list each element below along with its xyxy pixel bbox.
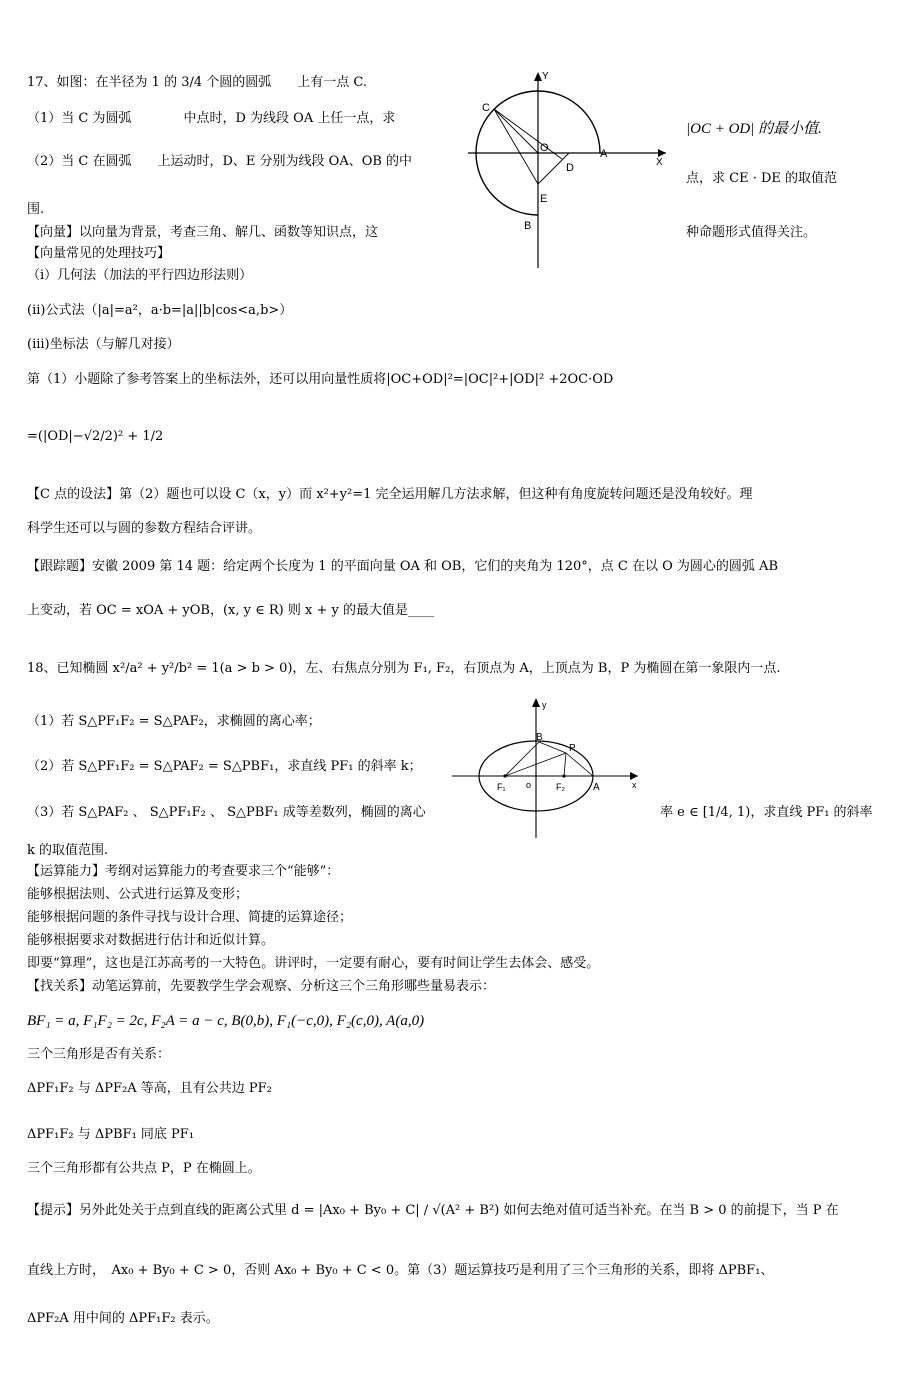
q18-label-a: A — [593, 782, 600, 793]
q17-part1-right: |OC + OD| 的最小值. — [686, 121, 822, 137]
q17-part2-right: 点，求 CE · DE 的取值范 — [686, 171, 838, 186]
q17-part2-left: （2）当 C 在圆弧 上运动时，D、E 分别为线段 OA、OB 的中 — [27, 154, 413, 169]
tip-coordinate: (iii)坐标法（与解几对接） — [27, 337, 180, 352]
vector-note-left: 【向量】以向量为背景，考查三角、解几、函数等知识点，这 — [27, 225, 379, 240]
q18-point-f1 — [503, 774, 506, 777]
tip-formula: (ii)公式法（|a|=a²，a·b=|a||b|cos<a,b>） — [27, 303, 293, 318]
q17-segment-cd — [494, 109, 562, 159]
q17-x-arrow-icon — [658, 149, 666, 157]
q17-title: 17、如图：在半径为 1 的 3/4 个圆的圆弧 上有一点 C. — [27, 75, 368, 90]
q18-label-p: P — [569, 743, 576, 754]
q17-y-arrow-icon — [534, 72, 542, 81]
q18-title: 18、已知椭圆 x²/a² + y²/b² = 1(a > b > 0)，左、右焦点分别为 F₁, F₂，右顶点为 A，上顶点为 B，P 为椭圆在第一象限内一点. — [27, 661, 781, 676]
hint-line-1: 【提示】另外此处关于点到直线的距离公式里 d = |Ax₀ + By₀ + C| / √(A² + B²) 如何去绝对值可适当补充。在当 B > 0 的前提下，当 P 在 — [27, 1203, 839, 1218]
c-point-method-cont: 科学生还可以与圆的参数方程结合评讲。 — [27, 521, 262, 536]
q17-label-x: X — [656, 157, 663, 168]
q18-label-b: B — [536, 732, 543, 743]
hint-line-3: ΔPF₂A 用中间的 ΔPF₁F₂ 表示。 — [27, 1311, 219, 1326]
q17-label-d: D — [566, 162, 574, 174]
ability-item-3: 能够根据要求对数据进行估计和近似计算。 — [27, 933, 275, 948]
relation-title: 【找关系】动笔运算前，先要教学生学会观察、分析这三个三角形哪些量易表示： — [27, 979, 496, 994]
q18-label-f2: F₂ — [556, 782, 565, 792]
relation-formula: BF₁ = a, F₁F₂ = 2c, F₂A = a − c, B(0,b), F₁(−c,0), F₂(c,0), A(a,0) — [27, 1013, 425, 1029]
q18-part3-left: （3）若 S△PAF₂ 、 S△PF₁F₂ 、 S△PBF₁ 成等差数列，椭圆的离心 — [27, 805, 426, 820]
q18-part2: （2）若 S△PF₁F₂ = S△PAF₂ = S△PBF₁，求直线 PF₁ 的斜率 k； — [27, 759, 422, 774]
hint-line-2: 直线上方时， Ax₀ + By₀ + C > 0，否则 Ax₀ + By₀ + C < 0。第（3）题运算技巧是利用了三个三角形的关系，即将 ΔPBF₁、 — [27, 1263, 774, 1278]
q17-label-o: O — [540, 142, 549, 154]
q18-x-arrow-icon — [630, 772, 638, 780]
q18-label-y: y — [542, 700, 547, 710]
q18-point-f2 — [562, 774, 565, 777]
relation-question: 三个三角形是否有关系： — [27, 1047, 171, 1062]
follow-up-question-cont: 上变动，若 OC = xOA + yOB，(x, y ∈ R) 则 x + y 的最大值是____ — [27, 603, 434, 618]
q17-part1-left: （1）当 C 为圆弧 中点时，D 为线段 OA 上任一点，求 — [27, 111, 396, 126]
q18-ellipse-figure — [452, 696, 652, 840]
q17-circle-figure — [462, 68, 672, 270]
q18-segment-pa — [566, 753, 593, 776]
q18-label-x: x — [632, 780, 637, 790]
q18-label-f1: F₁ — [497, 782, 506, 792]
q17-label-a: A — [600, 148, 608, 160]
remark-vector-result: =(|OD|−√2/2)² + 1/2 — [27, 429, 164, 444]
remark-vector-method: 第（1）小题除了参考答案上的坐标法外，还可以用向量性质将|OC+OD|²=|OC|²+|OD|² +2OC·OD — [27, 372, 614, 387]
relation-item-3: 三个三角形都有公共点 P，P 在椭圆上。 — [27, 1161, 261, 1176]
c-point-method: 【C 点的设法】第（2）题也可以设 C（x，y）而 x²+y²=1 完全运用解几方法求解，但这种有角度旋转问题还是没角较好。理 — [27, 487, 753, 502]
q17-label-y: Y — [542, 71, 549, 82]
q18-segment-f1b — [505, 742, 539, 776]
q17-label-b: B — [524, 220, 532, 232]
tip-geometric: （i）几何法（加法的平行四边形法则） — [27, 268, 253, 283]
q17-segment-de — [538, 153, 569, 184]
tips-title: 【向量常见的处理技巧】 — [27, 246, 171, 261]
q18-part3-end: k 的取值范围. — [27, 843, 109, 858]
q18-label-o: o — [526, 780, 532, 790]
relation-item-2: ΔPF₁F₂ 与 ΔPBF₁ 同底 PF₁ — [27, 1127, 195, 1142]
q18-y-arrow-icon — [532, 698, 540, 707]
ability-item-1: 能够根据法则、公式进行运算及变形； — [27, 887, 249, 902]
relation-item-1: ΔPF₁F₂ 与 ΔPF₂A 等高，且有公共边 PF₂ — [27, 1081, 272, 1096]
ability-item-4: 即要“算理”，这也是江苏高考的一大特色。讲评时，一定要有耐心，要有时间让学生去体会、感受。 — [27, 956, 600, 971]
q18-part1: （1）若 S△PF₁F₂ = S△PAF₂，求椭圆的离心率； — [27, 714, 321, 729]
ability-title: 【运算能力】考纲对运算能力的考查要求三个“能够”： — [27, 864, 340, 879]
q17-label-c: C — [482, 102, 490, 114]
q18-segment-bp — [539, 742, 566, 753]
q17-label-e: E — [540, 193, 548, 205]
q18-segment-f2p — [564, 753, 566, 776]
follow-up-question: 【跟踪题】安徽 2009 第 14 题：给定两个长度为 1 的平面向量 OA 和 OB，它们的夹角为 120°，点 C 在以 O 为圆心的圆弧 AB — [27, 559, 778, 574]
ability-item-2: 能够根据问题的条件寻找与设计合理、简捷的运算途径； — [27, 910, 353, 925]
q17-part2-end: 围. — [27, 202, 45, 217]
vector-note-right: 种命题形式值得关注。 — [686, 225, 817, 240]
q18-part3-right: 率 e ∈ [1/4, 1)，求直线 PF₁ 的斜率 — [660, 805, 873, 820]
